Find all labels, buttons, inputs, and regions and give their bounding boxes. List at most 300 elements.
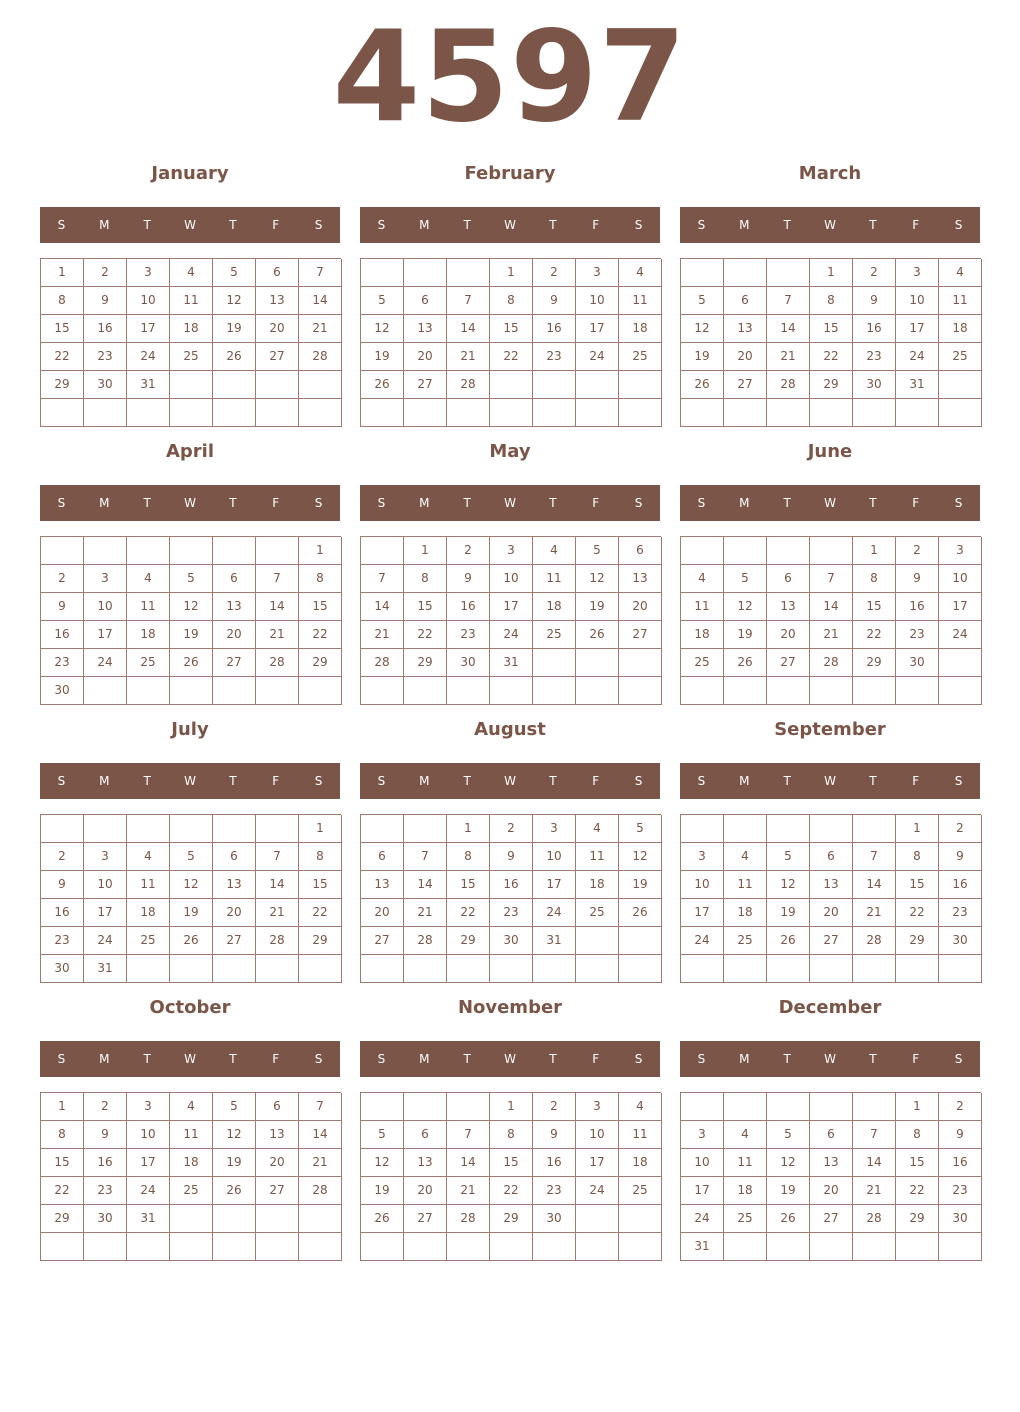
empty-day-cell [490,955,533,983]
empty-day-cell [939,1233,982,1261]
day-cell: 26 [361,1205,404,1233]
weekday-label: T [463,218,471,232]
empty-day-cell [681,1093,724,1121]
day-cell: 3 [576,1093,619,1121]
day-cell: 11 [619,287,662,315]
empty-day-cell [170,399,213,427]
day-cell: 14 [853,871,896,899]
day-cell: 10 [84,871,127,899]
day-cell: 10 [681,1149,724,1177]
day-cell: 18 [127,621,170,649]
day-cell: 11 [681,593,724,621]
weekday-label: S [634,496,643,510]
day-cell: 28 [299,1177,342,1205]
day-cell: 9 [896,565,939,593]
day-cell: 23 [533,1177,576,1205]
weekday-label: S [634,774,643,788]
day-cell: 22 [896,1177,939,1205]
empty-day-cell [533,649,576,677]
weekday-label: S [314,774,323,788]
day-grid [40,814,341,983]
day-cell: 6 [256,1093,299,1121]
day-cell: 24 [127,1177,170,1205]
day-cell: 3 [939,537,982,565]
month-name: December [778,997,882,1018]
day-cell: 8 [853,565,896,593]
weekday-label: T [143,1052,151,1066]
weekday-label: S [57,1052,66,1066]
empty-day-cell [404,955,447,983]
day-cell: 5 [767,1121,810,1149]
empty-day-cell [619,371,662,399]
weekday-label: T [143,218,151,232]
day-cell: 28 [853,1205,896,1233]
empty-day-cell [404,1233,447,1261]
day-cell: 3 [84,843,127,871]
day-cell: 9 [533,287,576,315]
day-cell: 24 [681,927,724,955]
day-cell: 26 [576,621,619,649]
day-cell: 1 [896,1093,939,1121]
day-cell: 2 [853,259,896,287]
empty-day-cell [576,1233,619,1261]
empty-day-cell [213,1233,256,1261]
empty-day-cell [810,537,853,565]
day-cell: 31 [127,371,170,399]
day-cell: 16 [533,315,576,343]
day-cell: 16 [853,315,896,343]
empty-day-cell [299,1205,342,1233]
day-cell: 28 [256,649,299,677]
weekday-label: F [592,1052,600,1066]
weekday-label: S [697,496,706,510]
day-cell: 19 [361,343,404,371]
empty-day-cell [404,399,447,427]
empty-day-cell [724,537,767,565]
day-cell: 14 [853,1149,896,1177]
day-cell: 28 [256,927,299,955]
empty-day-cell [41,537,84,565]
weekday-label: F [272,1052,280,1066]
day-cell: 27 [256,1177,299,1205]
empty-day-cell [84,537,127,565]
empty-day-cell [447,955,490,983]
empty-day-cell [681,399,724,427]
weekday-label: F [592,218,600,232]
weekday-label: M [99,218,110,232]
weekday-header [40,1041,340,1077]
day-cell: 28 [361,649,404,677]
weekday-label: T [229,496,237,510]
day-cell: 18 [170,315,213,343]
day-cell: 3 [127,1093,170,1121]
day-cell: 12 [213,1121,256,1149]
day-cell: 30 [939,1205,982,1233]
weekday-header [680,1041,980,1077]
day-cell: 30 [41,955,84,983]
day-cell: 7 [299,1093,342,1121]
day-cell: 28 [404,927,447,955]
empty-day-cell [724,1233,767,1261]
day-cell: 11 [170,287,213,315]
day-cell: 15 [810,315,853,343]
day-cell: 16 [84,315,127,343]
day-cell: 9 [84,287,127,315]
day-cell: 18 [619,315,662,343]
day-cell: 18 [724,1177,767,1205]
day-cell: 16 [490,871,533,899]
day-cell: 9 [533,1121,576,1149]
empty-day-cell [213,815,256,843]
day-cell: 29 [299,649,342,677]
empty-day-cell [767,955,810,983]
weekday-label: M [419,496,430,510]
weekday-label: M [739,1052,750,1066]
day-cell: 4 [681,565,724,593]
day-cell: 29 [896,1205,939,1233]
weekday-label: M [739,496,750,510]
day-cell: 1 [810,259,853,287]
day-cell: 24 [576,1177,619,1205]
day-cell: 24 [84,927,127,955]
day-grid [680,258,981,427]
day-cell: 28 [767,371,810,399]
day-cell: 26 [361,371,404,399]
day-cell: 2 [896,537,939,565]
empty-day-cell [84,1233,127,1261]
day-cell: 22 [41,1177,84,1205]
empty-day-cell [256,1233,299,1261]
empty-day-cell [361,537,404,565]
day-cell: 10 [896,287,939,315]
weekday-label: T [463,1052,471,1066]
day-cell: 29 [810,371,853,399]
day-cell: 6 [361,843,404,871]
day-cell: 14 [299,1121,342,1149]
empty-day-cell [853,815,896,843]
month-name: February [464,163,556,184]
day-cell: 12 [213,287,256,315]
weekday-label: S [57,774,66,788]
day-cell: 23 [41,649,84,677]
day-cell: 25 [619,1177,662,1205]
day-cell: 1 [404,537,447,565]
day-cell: 30 [447,649,490,677]
day-cell: 17 [127,315,170,343]
day-cell: 22 [299,899,342,927]
day-cell: 20 [619,593,662,621]
weekday-label: T [869,1052,877,1066]
day-cell: 29 [490,1205,533,1233]
day-cell: 5 [619,815,662,843]
day-cell: 16 [447,593,490,621]
day-cell: 5 [767,843,810,871]
day-cell: 24 [896,343,939,371]
day-cell: 27 [404,1205,447,1233]
day-cell: 9 [853,287,896,315]
weekday-label: T [869,496,877,510]
weekday-header [360,207,660,243]
day-cell: 10 [127,1121,170,1149]
day-cell: 30 [84,371,127,399]
day-cell: 14 [299,287,342,315]
day-cell: 15 [853,593,896,621]
empty-day-cell [127,399,170,427]
day-cell: 13 [213,871,256,899]
day-cell: 8 [490,1121,533,1149]
day-cell: 18 [170,1149,213,1177]
day-cell: 5 [361,1121,404,1149]
day-cell: 25 [724,1205,767,1233]
day-cell: 13 [767,593,810,621]
day-cell: 10 [576,1121,619,1149]
year-title: 4597 [332,3,688,150]
day-grid [360,1092,661,1261]
empty-day-cell [404,677,447,705]
empty-day-cell [767,399,810,427]
empty-day-cell [490,677,533,705]
day-cell: 9 [41,593,84,621]
empty-day-cell [361,259,404,287]
weekday-label: W [824,218,836,232]
day-cell: 8 [896,1121,939,1149]
weekday-label: T [229,774,237,788]
empty-day-cell [681,677,724,705]
day-cell: 4 [170,1093,213,1121]
day-cell: 26 [213,343,256,371]
day-cell: 29 [41,1205,84,1233]
day-cell: 3 [84,565,127,593]
day-cell: 7 [256,565,299,593]
empty-day-cell [41,815,84,843]
day-cell: 23 [896,621,939,649]
empty-day-cell [681,259,724,287]
empty-day-cell [619,1233,662,1261]
empty-day-cell [853,955,896,983]
day-cell: 6 [213,565,256,593]
day-cell: 3 [576,259,619,287]
empty-day-cell [213,399,256,427]
empty-day-cell [256,371,299,399]
day-cell: 6 [767,565,810,593]
day-cell: 31 [84,955,127,983]
weekday-header [360,763,660,799]
day-cell: 26 [619,899,662,927]
weekday-label: S [314,496,323,510]
weekday-label: W [184,774,196,788]
weekday-label: M [419,218,430,232]
day-cell: 11 [619,1121,662,1149]
day-cell: 23 [490,899,533,927]
day-cell: 5 [724,565,767,593]
empty-day-cell [170,815,213,843]
day-cell: 17 [533,871,576,899]
empty-day-cell [619,1205,662,1233]
day-cell: 24 [939,621,982,649]
month-name: August [474,719,546,740]
day-cell: 20 [810,1177,853,1205]
empty-day-cell [939,399,982,427]
day-cell: 6 [404,1121,447,1149]
day-cell: 27 [361,927,404,955]
weekday-label: M [419,774,430,788]
weekday-label: S [377,496,386,510]
weekday-label: T [463,496,471,510]
day-cell: 15 [447,871,490,899]
empty-day-cell [361,677,404,705]
weekday-label: T [783,496,791,510]
day-cell: 4 [619,1093,662,1121]
day-cell: 13 [256,287,299,315]
day-cell: 3 [533,815,576,843]
day-cell: 25 [127,927,170,955]
weekday-header [360,485,660,521]
empty-day-cell [576,677,619,705]
empty-day-cell [490,1233,533,1261]
empty-day-cell [724,259,767,287]
day-grid [40,258,341,427]
day-cell: 25 [576,899,619,927]
day-cell: 12 [361,315,404,343]
day-cell: 9 [490,843,533,871]
empty-day-cell [41,1233,84,1261]
day-cell: 13 [361,871,404,899]
empty-day-cell [170,537,213,565]
day-cell: 6 [213,843,256,871]
empty-day-cell [213,537,256,565]
day-cell: 12 [681,315,724,343]
empty-day-cell [127,1233,170,1261]
day-cell: 18 [724,899,767,927]
day-cell: 1 [490,1093,533,1121]
day-cell: 10 [127,287,170,315]
day-cell: 1 [299,815,342,843]
day-cell: 25 [170,343,213,371]
day-cell: 24 [576,343,619,371]
empty-day-cell [576,371,619,399]
day-cell: 29 [299,927,342,955]
day-cell: 29 [41,371,84,399]
day-cell: 23 [447,621,490,649]
day-cell: 6 [810,843,853,871]
empty-day-cell [853,399,896,427]
day-cell: 20 [404,343,447,371]
empty-day-cell [896,399,939,427]
empty-day-cell [299,677,342,705]
day-cell: 2 [447,537,490,565]
day-cell: 20 [724,343,767,371]
day-cell: 22 [853,621,896,649]
day-cell: 19 [213,315,256,343]
day-cell: 21 [853,1177,896,1205]
day-cell: 8 [41,1121,84,1149]
day-cell: 7 [853,1121,896,1149]
day-cell: 1 [896,815,939,843]
weekday-label: T [549,218,557,232]
empty-day-cell [299,371,342,399]
day-cell: 13 [256,1121,299,1149]
day-cell: 27 [213,927,256,955]
day-cell: 4 [170,259,213,287]
day-cell: 15 [490,1149,533,1177]
day-cell: 30 [853,371,896,399]
day-cell: 7 [447,287,490,315]
day-cell: 20 [213,899,256,927]
weekday-label: S [57,496,66,510]
day-cell: 17 [490,593,533,621]
empty-day-cell [619,955,662,983]
empty-day-cell [256,537,299,565]
day-cell: 12 [724,593,767,621]
day-cell: 25 [681,649,724,677]
day-cell: 1 [853,537,896,565]
weekday-label: M [739,218,750,232]
day-cell: 27 [810,1205,853,1233]
empty-day-cell [170,371,213,399]
empty-day-cell [853,1093,896,1121]
day-cell: 12 [619,843,662,871]
day-cell: 27 [619,621,662,649]
empty-day-cell [576,649,619,677]
day-cell: 30 [490,927,533,955]
empty-day-cell [896,1233,939,1261]
day-cell: 2 [84,259,127,287]
day-cell: 9 [84,1121,127,1149]
day-cell: 15 [490,315,533,343]
day-cell: 21 [361,621,404,649]
day-cell: 13 [213,593,256,621]
weekday-label: S [377,1052,386,1066]
day-cell: 21 [299,315,342,343]
empty-day-cell [896,955,939,983]
day-cell: 22 [810,343,853,371]
day-cell: 27 [767,649,810,677]
day-cell: 28 [853,927,896,955]
weekday-label: W [824,1052,836,1066]
day-cell: 18 [576,871,619,899]
day-cell: 13 [724,315,767,343]
day-cell: 16 [896,593,939,621]
weekday-label: S [57,218,66,232]
day-grid [680,814,981,983]
day-cell: 21 [256,621,299,649]
day-cell: 30 [84,1205,127,1233]
day-cell: 26 [767,1205,810,1233]
empty-day-cell [810,955,853,983]
day-cell: 25 [170,1177,213,1205]
empty-day-cell [681,537,724,565]
day-cell: 19 [619,871,662,899]
empty-day-cell [810,677,853,705]
weekday-label: F [272,496,280,510]
day-cell: 11 [724,1149,767,1177]
empty-day-cell [361,815,404,843]
day-cell: 11 [533,565,576,593]
empty-day-cell [127,537,170,565]
day-cell: 16 [84,1149,127,1177]
weekday-label: S [954,218,963,232]
day-cell: 27 [810,927,853,955]
day-cell: 17 [681,1177,724,1205]
day-cell: 16 [939,871,982,899]
day-cell: 24 [490,621,533,649]
weekday-header [40,207,340,243]
day-cell: 10 [490,565,533,593]
day-cell: 22 [447,899,490,927]
day-cell: 31 [533,927,576,955]
weekday-label: S [377,774,386,788]
weekday-label: S [954,496,963,510]
